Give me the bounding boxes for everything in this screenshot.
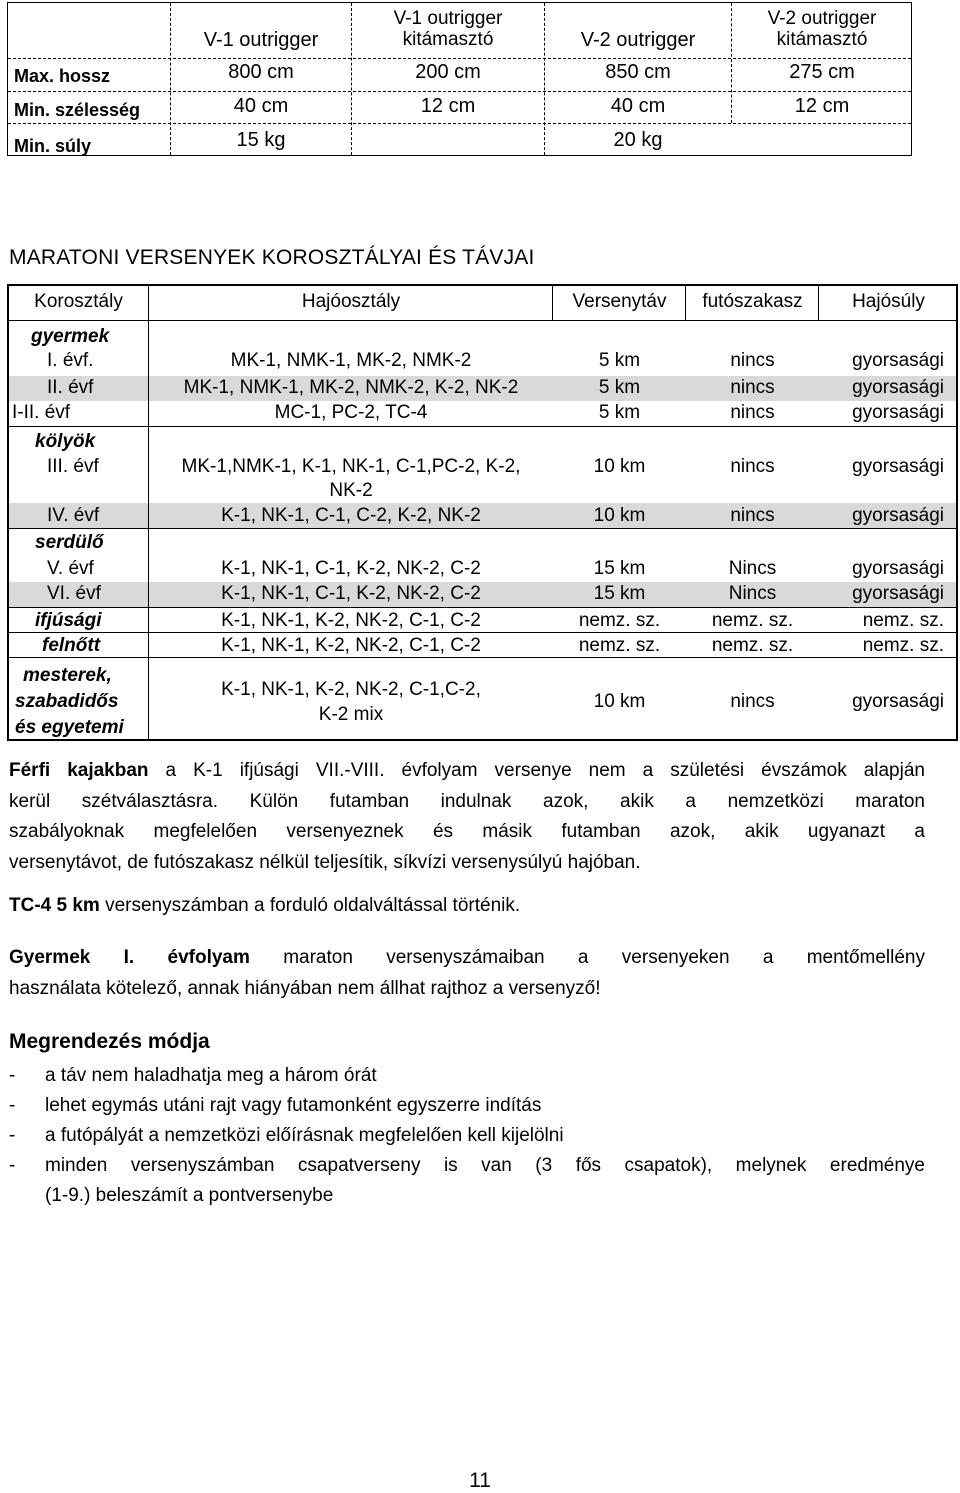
section-heading: Megrendezés módja (9, 1030, 210, 1053)
boat-cell: K-1, NK-1, C-1, C-2, K-2, NK-2 (221, 505, 481, 526)
row-label-min-suly: Min. súly (14, 136, 92, 156)
dist-cell: 5 km (598, 402, 641, 423)
run-cell: nincs (730, 377, 775, 398)
run-cell: nincs (730, 350, 775, 371)
age-cell: III. évf (47, 456, 99, 477)
group-kolyok: kölyök (35, 431, 96, 452)
col-header-v2: V-2 outrigger (580, 29, 696, 51)
group-serdulo: serdülő (35, 532, 104, 553)
cell: 850 cm (605, 61, 671, 83)
cell: 40 cm (610, 95, 666, 117)
section-title: MARATONI VERSENYEK KOROSZTÁLYAI ÉS TÁVJAI (9, 246, 535, 269)
marathon-table (7, 284, 958, 741)
boat-cell: MK-1, NMK-1, MK-2, NMK-2 (230, 350, 472, 371)
text-line: kerül szétválasztásra. Külön futamban indulnak azok, akik a nemzetközi maraton (9, 790, 925, 812)
dist-cell: 15 km (593, 558, 646, 579)
col-header-futoszakasz: futószakasz (702, 291, 803, 312)
run-cell: nincs (730, 402, 775, 423)
boat-cell: K-1, NK-1, K-2, NK-2, C-1, C-2 (221, 610, 481, 631)
boat-cell: K-1, NK-1, K-2, NK-2, C-1, C-2 (221, 635, 481, 656)
list-item: - minden versenyszámban csapatverseny is van (3 fős csapatok), melynek eredménye (1-9.) beleszámít a pontversenybe (9, 1155, 925, 1206)
dist-cell: nemz. sz. (578, 635, 661, 656)
age-cell: VI. évf (47, 583, 101, 604)
boat-cell: K-1, NK-1, C-1, K-2, NK-2, C-2 (221, 558, 481, 579)
dist-cell: 10 km (593, 505, 646, 526)
cell: 40 cm (233, 95, 289, 117)
run-cell: nemz. sz. (711, 610, 794, 631)
weight-cell: gyorsasági (852, 350, 944, 371)
cell: 15 kg (236, 129, 286, 151)
cell: 20 kg (613, 129, 663, 151)
cell: 12 cm (794, 95, 850, 117)
weight-cell: gyorsasági (852, 402, 944, 423)
paragraph-gyermek (9, 943, 925, 1004)
group-mesterek: mesterek, (23, 665, 112, 686)
dist-cell: nemz. sz. (578, 610, 661, 631)
group-ifjusagi: ifjúsági (35, 610, 102, 631)
cell: 200 cm (415, 61, 481, 83)
cell: 12 cm (420, 95, 476, 117)
dist-cell: 10 km (593, 691, 646, 712)
run-cell: Nincs (728, 583, 777, 604)
group-mesterek: szabadidős (15, 691, 119, 712)
age-cell: I. évf. (47, 350, 94, 371)
group-felnott: felnőtt (42, 635, 101, 656)
boat-cell: K-2 mix (318, 704, 384, 725)
col-header-v1: V-1 outrigger (203, 29, 319, 51)
col-header-versenytav: Versenytáv (572, 291, 667, 312)
weight-cell: gyorsasági (852, 377, 944, 398)
age-cell: IV. évf (47, 505, 100, 526)
age-cell: V. évf (47, 558, 94, 579)
weight-cell: gyorsasági (852, 456, 944, 477)
weight-cell: gyorsasági (852, 583, 944, 604)
boat-cell: NK-2 (329, 480, 373, 501)
row-label-min-szelesseg: Min. szélesség (14, 100, 141, 120)
text-line: Férfi kajakban a K-1 ifjúsági VII.-VIII. évfolyam versenye nem a születési évszámok alapján (9, 760, 925, 781)
run-cell: nincs (730, 505, 775, 526)
paragraph-tc4: TC-4 5 km versenyszámban a forduló oldalváltással történik. (9, 895, 521, 916)
text-line: versenytávot, de futószakasz nélkül teljesítik, síkvízi versenysúlyú hajóban. (9, 851, 641, 873)
run-cell: nincs (730, 456, 775, 477)
dist-cell: 5 km (598, 350, 641, 371)
weight-cell: gyorsasági (852, 505, 944, 526)
boat-cell: MK-1, NMK-1, MK-2, NMK-2, K-2, NK-2 (183, 377, 519, 398)
weight-cell: nemz. sz. (862, 635, 944, 656)
cell: 800 cm (228, 61, 294, 83)
boat-cell: MK-1,NMK-1, K-1, NK-1, C-1,PC-2, K-2, (181, 456, 521, 477)
col-header-v1-kitamaszto: V-1 outrigger kitámasztó (393, 8, 503, 50)
boat-cell: K-1, NK-1, K-2, NK-2, C-1,C-2, (221, 679, 481, 700)
run-cell: nemz. sz. (711, 635, 794, 656)
boat-cell: K-1, NK-1, C-1, K-2, NK-2, C-2 (221, 583, 481, 604)
weight-cell: gyorsasági (852, 558, 944, 579)
col-header-v2-kitamaszto: V-2 outrigger kitámasztó (767, 8, 877, 50)
run-cell: nincs (730, 691, 775, 712)
run-cell: Nincs (728, 558, 777, 579)
dist-cell: 15 km (593, 583, 646, 604)
col-header-korosztaly: Korosztály (34, 291, 123, 312)
age-cell: II. évf (47, 377, 94, 398)
outrigger-table (7, 2, 912, 156)
weight-cell: gyorsasági (852, 691, 944, 712)
age-cell: I-II. évf (12, 402, 71, 423)
dist-cell: 5 km (598, 377, 641, 398)
paragraph-ferfi-kajak (9, 756, 925, 878)
group-gyermek: gyermek (31, 326, 110, 347)
col-header-hajosuly: Hajósúly (852, 291, 925, 312)
cell: 275 cm (789, 61, 855, 83)
dist-cell: 10 km (593, 456, 646, 477)
text-line: szabályoknak megfelelően versenyeznek és másik futamban azok, akik ugyanazt a (9, 821, 925, 842)
text-line: Gyermek I. évfolyam maraton versenyszámaiban a versenyeken a mentőmellény (9, 947, 925, 968)
boat-cell: MC-1, PC-2, TC-4 (274, 402, 428, 423)
row-label-max-hossz: Max. hossz (14, 66, 111, 86)
group-mesterek: és egyetemi (15, 717, 124, 738)
col-header-hajoosztaly: Hajóosztály (301, 291, 401, 312)
weight-cell: nemz. sz. (862, 610, 944, 631)
text-line: használata kötelező, annak hiányában nem állhat rajthoz a versenyző! (9, 977, 601, 999)
page-number: 11 (469, 1469, 491, 1492)
